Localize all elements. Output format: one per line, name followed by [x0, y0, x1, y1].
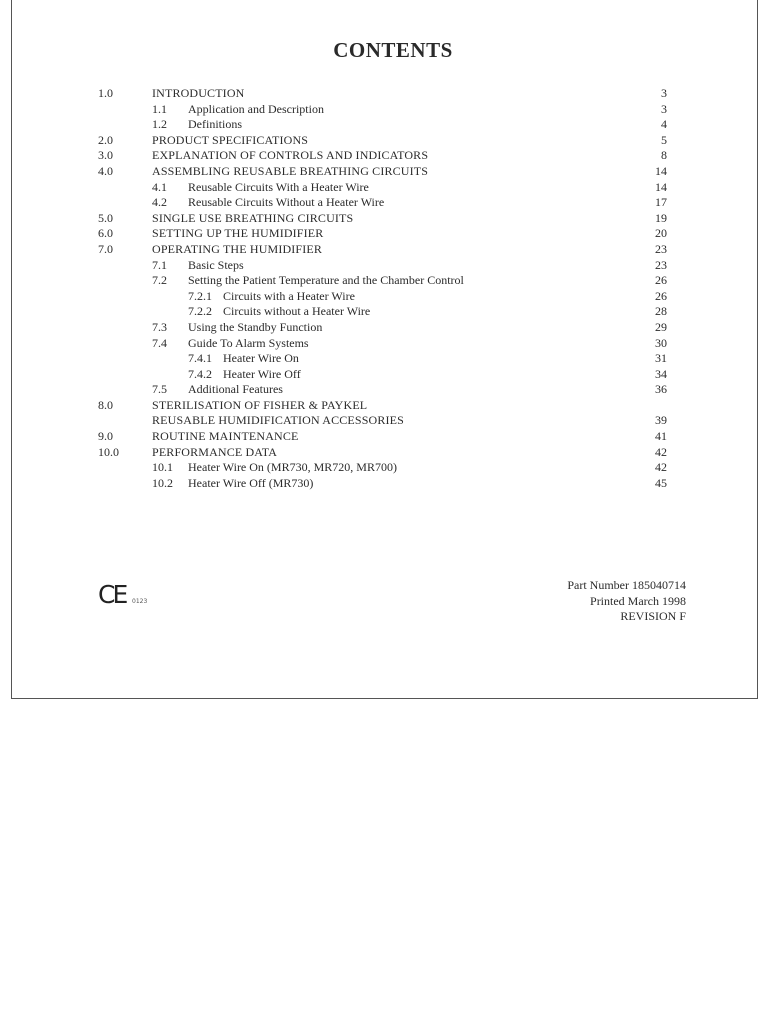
- toc-entry: [0, 164, 768, 180]
- toc-entry: [0, 445, 768, 461]
- toc-entry-title: Heater Wire Off (MR730): [188, 475, 314, 490]
- toc-entry-title: ROUTINE MAINTENANCE: [152, 429, 299, 444]
- toc-entry-title: Basic Steps: [188, 257, 244, 272]
- toc-entry-page: 3: [661, 101, 667, 116]
- toc-entry: [0, 476, 768, 492]
- table-of-contents: [0, 86, 768, 491]
- toc-entry-page: 8: [661, 148, 667, 163]
- toc-entry-number: 1.0: [98, 86, 113, 100]
- toc-entry-page: 26: [655, 288, 667, 303]
- toc-entry-number: 1.2: [152, 117, 167, 132]
- toc-entry: [0, 398, 768, 414]
- toc-entry-page: 34: [655, 366, 667, 381]
- toc-entry-number: 7.0: [98, 241, 113, 256]
- toc-entry-title: Reusable Circuits Without a Heater Wire: [188, 195, 385, 210]
- toc-entry: [0, 242, 768, 258]
- toc-entry-number: 1.1: [152, 101, 167, 116]
- toc-entry: [0, 258, 768, 274]
- toc-entry: [0, 336, 768, 352]
- toc-entry-page: 29: [655, 319, 667, 334]
- toc-entry-number: 4.0: [98, 163, 113, 178]
- toc-entry-title: Heater Wire On: [223, 351, 299, 366]
- toc-entry: [0, 102, 768, 118]
- toc-entry-number: 10.0: [98, 444, 119, 459]
- toc-entry-title: Heater Wire On (MR730, MR720, MR700): [188, 460, 397, 475]
- toc-entry-number: 9.0: [98, 429, 113, 444]
- toc-entry-title: ASSEMBLING REUSABLE BREATHING CIRCUITS: [152, 163, 429, 178]
- toc-entry-page: 3: [661, 86, 667, 100]
- toc-entry-title: Reusable Circuits With a Heater Wire: [188, 179, 369, 194]
- page-title: CONTENTS: [333, 38, 453, 62]
- printed-date: Printed March 1998: [590, 593, 686, 608]
- toc-entry-page: 42: [655, 460, 667, 475]
- toc-entry: [0, 117, 768, 133]
- toc-entry-page: 5: [661, 132, 667, 147]
- toc-entry: [0, 86, 768, 102]
- toc-entry: [0, 413, 768, 429]
- toc-entry-title: Guide To Alarm Systems: [188, 335, 309, 350]
- toc-entry: [0, 180, 768, 196]
- toc-entry-title: Application and Description: [188, 101, 324, 116]
- toc-entry: [0, 320, 768, 336]
- toc-entry-title: STERILISATION OF FISHER & PAYKEL: [152, 397, 368, 412]
- toc-entry: [0, 148, 768, 164]
- toc-entry: [0, 460, 768, 476]
- toc-entry-title: Circuits with a Heater Wire: [223, 288, 355, 303]
- toc-entry-number: 7.4.1: [188, 351, 212, 366]
- toc-entry-page: 30: [655, 335, 667, 350]
- toc-entry-title: Heater Wire Off: [223, 366, 301, 381]
- toc-entry-title: PERFORMANCE DATA: [152, 444, 278, 459]
- toc-entry-page: 45: [655, 475, 667, 490]
- toc-entry: [0, 289, 768, 305]
- toc-entry-title: Setting the Patient Temperature and the Chamber Control: [188, 273, 464, 288]
- toc-entry-page: 14: [655, 163, 667, 178]
- ce-mark-logo: CE: [98, 580, 126, 609]
- toc-entry-number: 7.4: [152, 335, 167, 350]
- toc-entry-title: INTRODUCTION: [152, 86, 245, 100]
- toc-entry-number: 6.0: [98, 226, 113, 241]
- toc-entry-page: 20: [655, 226, 667, 241]
- toc-entry-number: 7.2.2: [188, 304, 212, 319]
- toc-entry-page: 23: [655, 241, 667, 256]
- toc-entry: [0, 211, 768, 227]
- toc-entry-number: 7.3: [152, 319, 167, 334]
- toc-entry-number: 10.2: [152, 475, 173, 490]
- toc-entry-title: OPERATING THE HUMIDIFIER: [152, 241, 323, 256]
- toc-entry-page: 31: [655, 351, 667, 366]
- toc-entry-page: 41: [655, 429, 667, 444]
- toc-entry-number: 7.4.2: [188, 366, 212, 381]
- toc-entry-number: 2.0: [98, 132, 113, 147]
- toc-entry-page: 4: [661, 117, 667, 132]
- toc-entry-number: 5.0: [98, 210, 113, 225]
- toc-entry-number: 7.2.1: [188, 288, 212, 303]
- toc-entry-title: Circuits without a Heater Wire: [223, 304, 371, 319]
- toc-entry-title: Additional Features: [188, 382, 283, 397]
- toc-entry-number: 3.0: [98, 148, 113, 163]
- toc-entry-page: 36: [655, 382, 667, 397]
- toc-entry-page: 23: [655, 257, 667, 272]
- toc-entry-page: 42: [655, 444, 667, 459]
- toc-entry: [0, 304, 768, 320]
- toc-entry-number: 7.2: [152, 273, 167, 288]
- toc-entry-number: 10.1: [152, 460, 173, 475]
- toc-entry-title: SETTING UP THE HUMIDIFIER: [152, 226, 324, 241]
- toc-entry: [0, 367, 768, 383]
- toc-entry-number: 8.0: [98, 397, 113, 412]
- document-info: [567, 578, 686, 625]
- toc-entry-number: 4.1: [152, 179, 167, 194]
- toc-entry: [0, 133, 768, 149]
- toc-entry-number: 7.1: [152, 257, 167, 272]
- part-number: Part Number 185040714: [567, 578, 686, 592]
- toc-entry: [0, 351, 768, 367]
- toc-entry: [0, 429, 768, 445]
- toc-entry: [0, 382, 768, 398]
- toc-entry-page: 14: [655, 179, 667, 194]
- toc-entry-page: 28: [655, 304, 667, 319]
- toc-entry-title: SINGLE USE BREATHING CIRCUITS: [152, 210, 354, 225]
- toc-entry-title: EXPLANATION OF CONTROLS AND INDICATORS: [152, 148, 429, 163]
- toc-entry-title: REUSABLE HUMIDIFICATION ACCESSORIES: [152, 413, 404, 428]
- toc-entry-page: 26: [655, 273, 667, 288]
- toc-entry-page: 19: [655, 210, 667, 225]
- toc-entry-number: 4.2: [152, 195, 167, 210]
- ce-notified-body-code: 0123: [132, 598, 148, 605]
- revision-label: REVISION F: [620, 609, 686, 623]
- toc-entry-page: 39: [655, 413, 667, 428]
- toc-entry: [0, 273, 768, 289]
- toc-entry: [0, 195, 768, 211]
- toc-entry-title: Definitions: [188, 117, 242, 132]
- toc-entry-page: 17: [655, 195, 667, 210]
- toc-entry-number: 7.5: [152, 382, 167, 397]
- toc-entry: [0, 226, 768, 242]
- toc-entry-title: PRODUCT SPECIFICATIONS: [152, 132, 309, 147]
- toc-entry-title: Using the Standby Function: [188, 319, 323, 334]
